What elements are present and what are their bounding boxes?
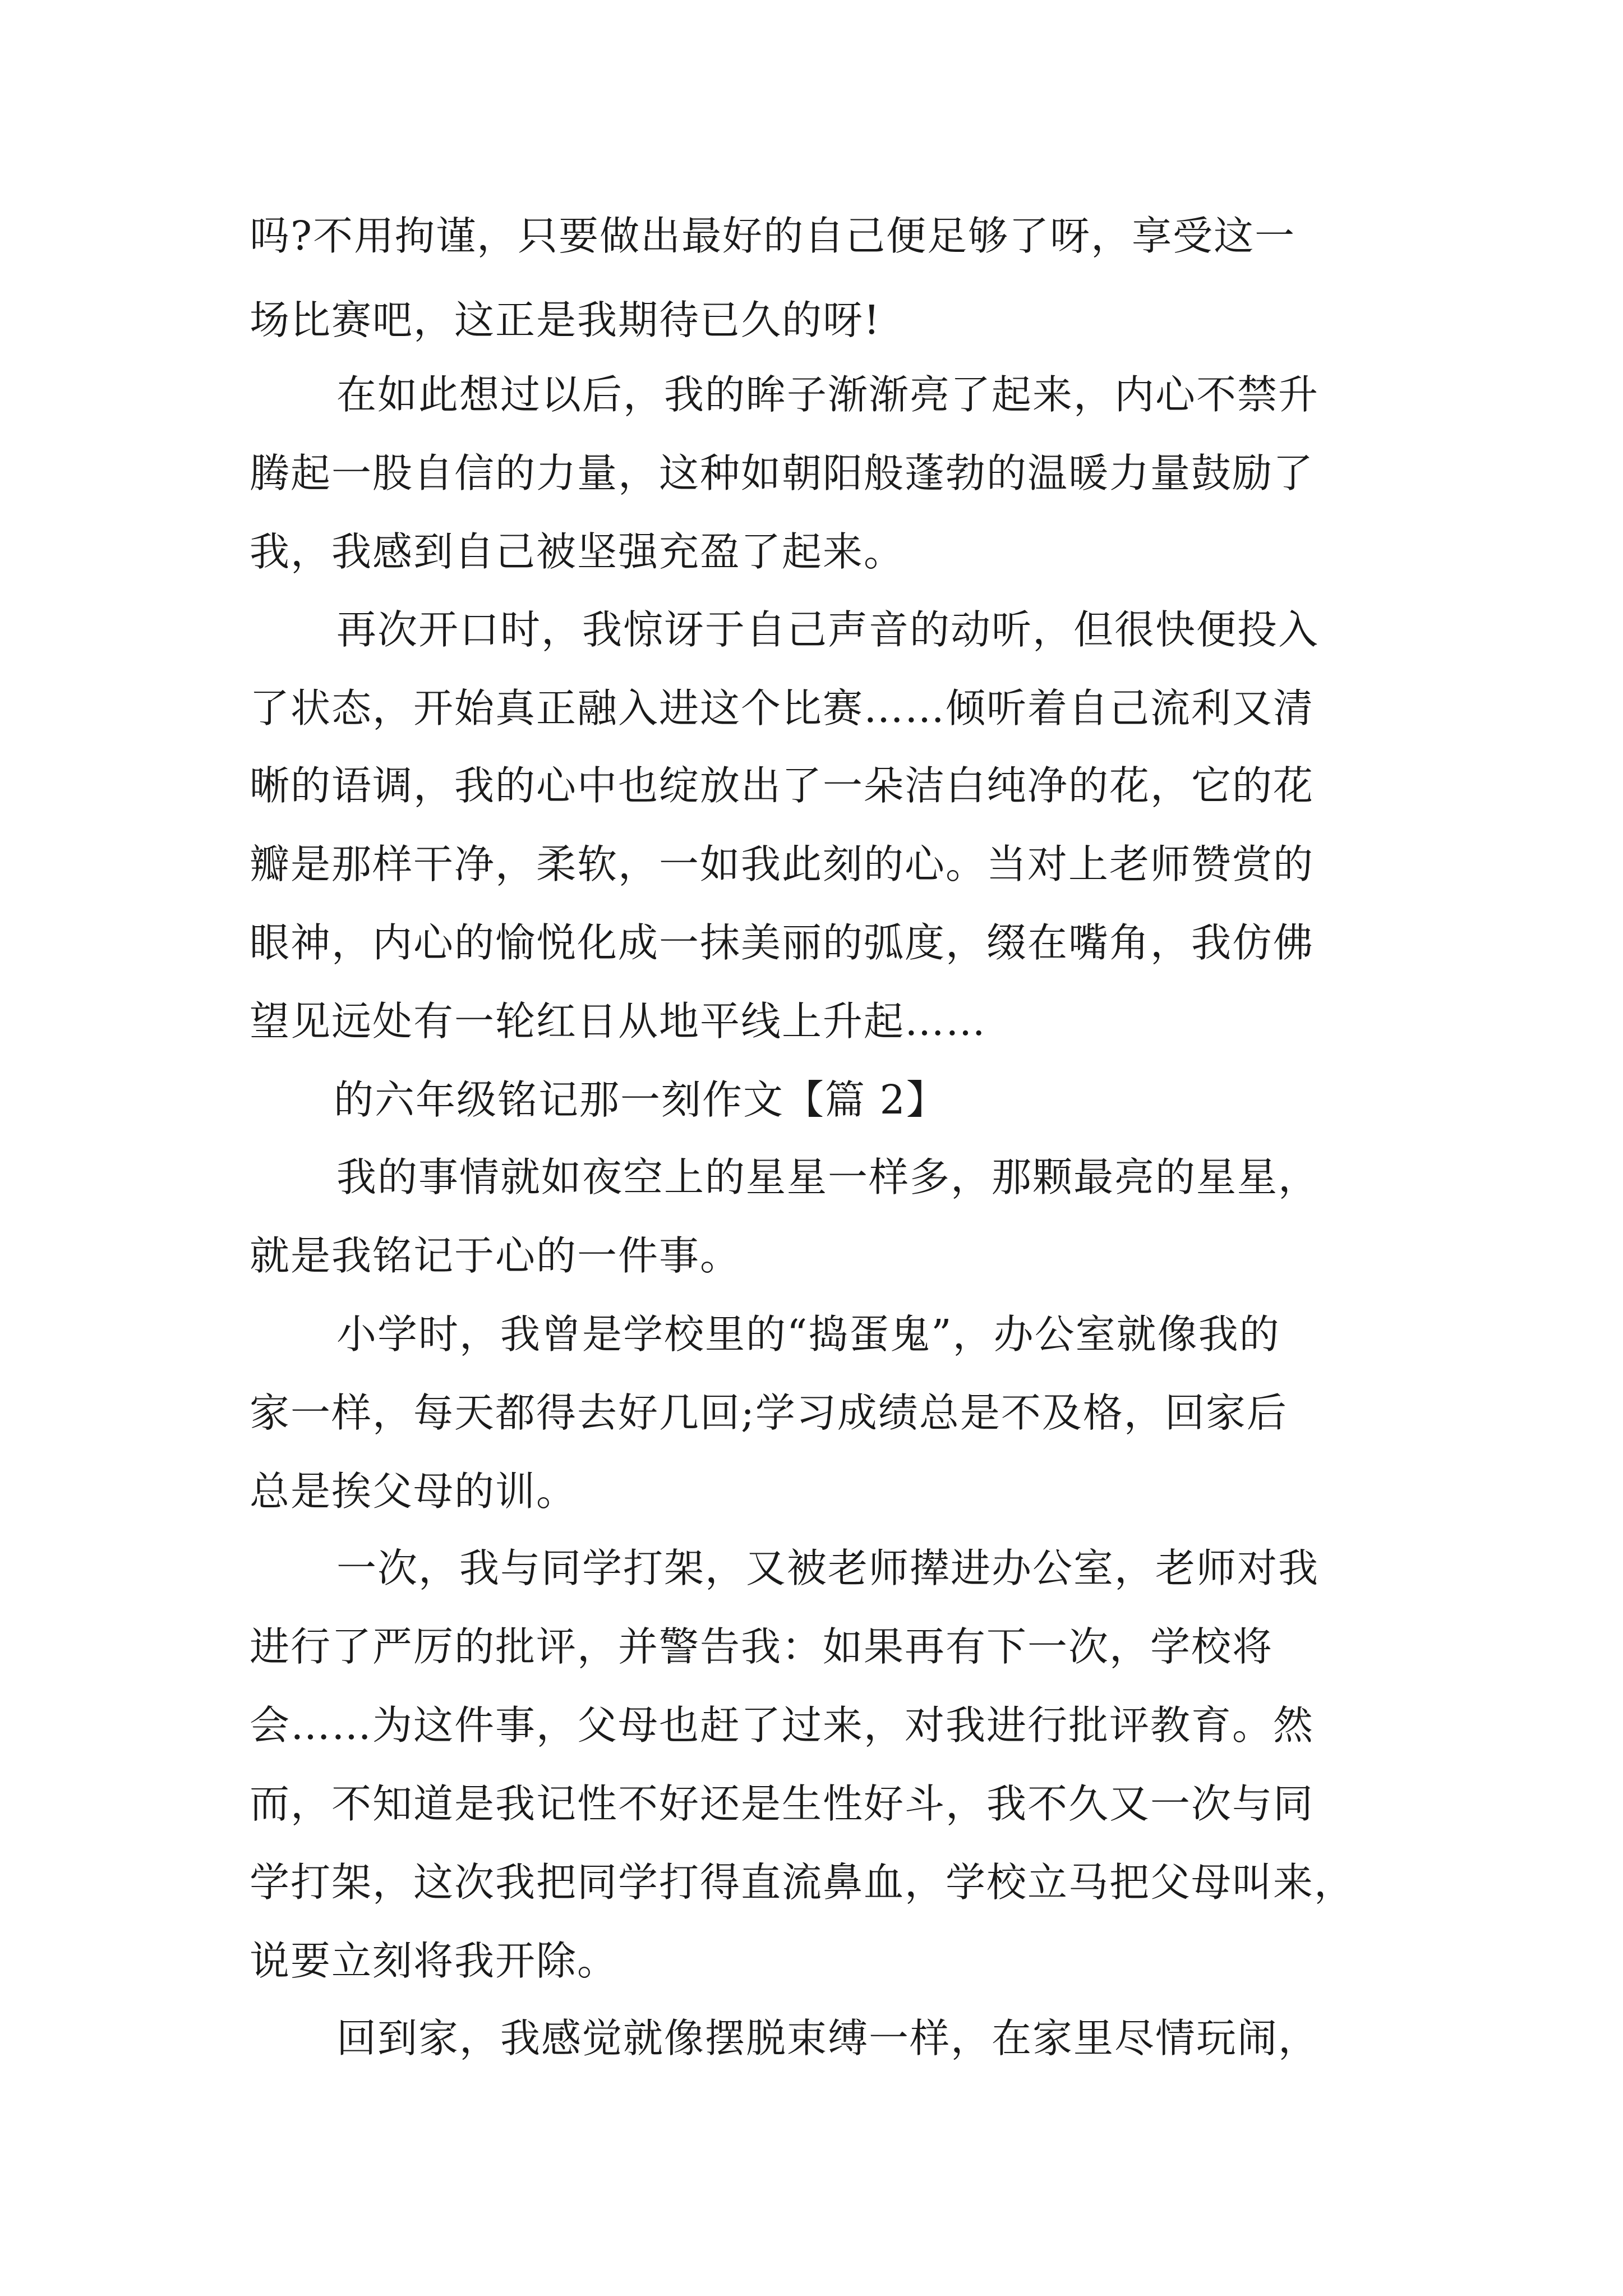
text-line: 而，不知道是我记性不好还是生性好斗，我不久又一次与同 <box>250 1780 1315 1827</box>
text-line: 瓣是那样干净，柔软，一如我此刻的心。当对上老师赞赏的 <box>250 841 1315 887</box>
text-line: 了状态，开始真正融入进这个比赛……倾听着自己流利又清 <box>250 685 1315 731</box>
paragraph-line: 我的事情就如夜空上的星星一样多，那颗最亮的星星， <box>336 1154 1320 1200</box>
paragraph-line: 一次，我与同学打架，又被老师撵进办公室，老师对我 <box>336 1545 1320 1591</box>
text-line: 腾起一股自信的力量，这种如朝阳般蓬勃的温暖力量鼓励了 <box>250 450 1315 496</box>
text-line: 我，我感到自己被坚强充盈了起来。 <box>250 528 905 575</box>
text-line: 家一样，每天都得去好几回;学习成绩总是不及格，回家后 <box>250 1389 1288 1436</box>
text-line: 说要立刻将我开除。 <box>250 1938 619 1984</box>
text-line: 学打架，这次我把同学打得直流鼻血，学校立马把父母叫来， <box>250 1859 1355 1906</box>
text-line: 总是挨父母的训。 <box>250 1468 578 1515</box>
text-line: 会……为这件事，父母也赶了过来，对我进行批评教育。然 <box>250 1702 1315 1749</box>
text-line: 望见远处有一轮红日从地平线上升起…… <box>250 998 987 1045</box>
text-line: 眼神，内心的愉悦化成一抹美丽的弧度，缀在嘴角，我仿佛 <box>250 919 1315 966</box>
paragraph-line: 小学时，我曾是学校里的“捣蛋鬼”，办公室就像我的 <box>336 1311 1280 1358</box>
text-line: 场比赛吧，这正是我期待已久的呀! <box>250 297 881 343</box>
paragraph-line: 在如此想过以后，我的眸子渐渐亮了起来，内心不禁升 <box>336 371 1320 418</box>
paragraph-line: 回到家，我感觉就像摆脱束缚一样，在家里尽情玩闹， <box>336 2015 1320 2062</box>
text-line: 晰的语调，我的心中也绽放出了一朵洁白纯净的花，它的花 <box>250 762 1315 809</box>
text-line: 进行了严厉的批评，并警告我：如果再有下一次，学校将 <box>250 1623 1274 1670</box>
text-line: 吗?不用拘谨，只要做出最好的自己便足够了呀，享受这一 <box>250 213 1296 259</box>
paragraph-line: 再次开口时，我惊讶于自己声音的动听，但很快便投入 <box>336 606 1320 653</box>
text-line: 就是我铭记于心的一件事。 <box>250 1232 741 1279</box>
section-heading: 的六年级铭记那一刻作文【篇 2】 <box>334 1076 947 1123</box>
